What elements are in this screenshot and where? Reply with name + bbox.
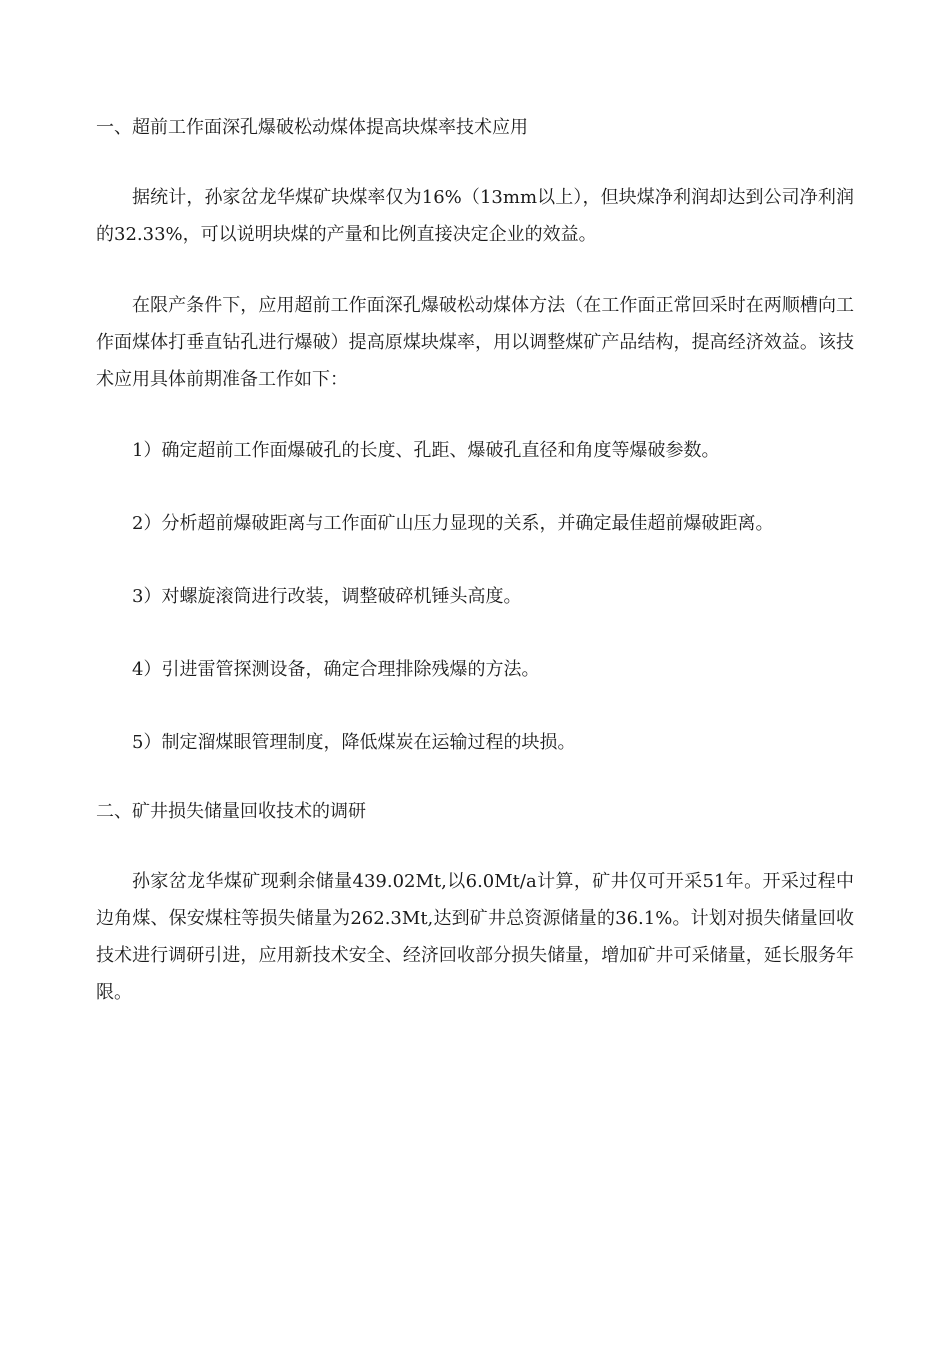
section-1-item-3: 3）对螺旋滚筒进行改装，调整破碎机锤头高度。 [132, 586, 522, 607]
section-1-paragraph-1: 据统计，孙家岔龙华煤矿块煤率仅为16%（13mm以上），但块煤净利润却达到公司净利润的32.33%，可以说明块煤的产量和比例直接决定企业的效益。 [96, 187, 854, 245]
section-2-paragraph-1: 孙家岔龙华煤矿现剩余储量439.02Mt,以6.0Mt/a计算，矿井仅可开采51年。开采过程中边角煤、保安煤柱等损失储量为262.3Mt,达到矿井总资源储量的36.1%。计划对损失储量回收技术进行调研引进，应用新技术安全、经济回收部分损失储量，增加矿井可采储量，延长服务年限。 [96, 871, 854, 1003]
section-1-item-1: 1）确定超前工作面爆破孔的长度、孔距、爆破孔直径和角度等爆破参数。 [132, 440, 720, 461]
section-1-item-5: 5）制定溜煤眼管理制度，降低煤炭在运输过程的块损。 [132, 732, 576, 753]
section-1-heading: 一、超前工作面深孔爆破松动煤体提高块煤率技术应用 [96, 117, 528, 138]
section-1-paragraph-2: 在限产条件下，应用超前工作面深孔爆破松动煤体方法（在工作面正常回采时在两顺槽向工作面煤体打垂直钻孔进行爆破）提高原煤块煤率，用以调整煤矿产品结构，提高经济效益。该技术应用具体前期准备工作如下： [96, 295, 854, 390]
section-2-heading: 二、矿井损失储量回收技术的调研 [96, 801, 366, 822]
section-1-item-2: 2）分析超前爆破距离与工作面矿山压力显现的关系，并确定最佳超前爆破距离。 [132, 513, 774, 534]
section-1-item-4: 4）引进雷管探测设备，确定合理排除残爆的方法。 [132, 659, 540, 680]
